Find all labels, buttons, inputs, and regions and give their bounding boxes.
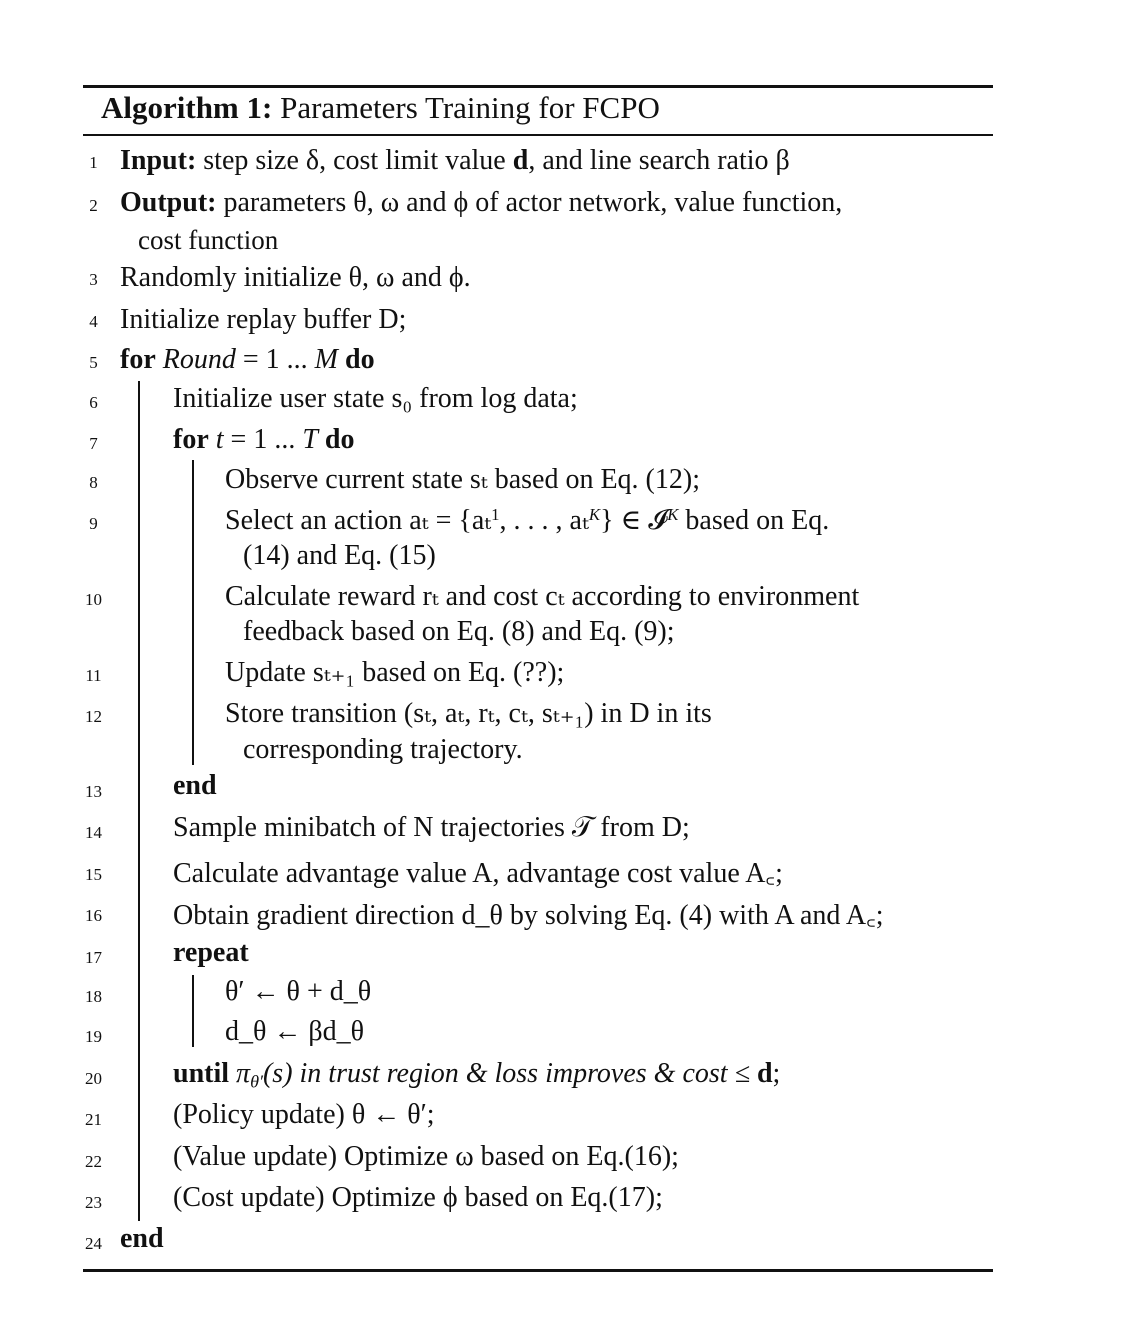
algorithm-name: Parameters Training for FCPO xyxy=(280,90,660,125)
line-number: 4 xyxy=(89,312,98,331)
until-condition: (s) in trust region & loss improves & cost ≤ xyxy=(262,1058,757,1089)
line-number: 17 xyxy=(85,948,102,967)
round-var: Round xyxy=(162,344,236,375)
line-number: 14 xyxy=(85,823,102,842)
line-init-buffer: Initialize replay buffer D; xyxy=(120,304,407,335)
t-var: t xyxy=(215,424,224,455)
line-observe-state: Observe current state sₜ based on Eq. (12); xyxy=(225,464,700,495)
line-update-state: Update sₜ₊₁ based on Eq. (??); xyxy=(225,657,565,688)
line-policy-update: (Policy update) θ ← θ′; xyxy=(173,1099,435,1130)
line-number: 2 xyxy=(89,196,98,215)
line-number: 24 xyxy=(85,1234,102,1253)
round-range: = 1 ... xyxy=(235,344,315,375)
line-end-for-t xyxy=(173,770,217,802)
line-sample-minibatch: Sample minibatch of N trajectories 𝒯 from D; xyxy=(173,812,690,843)
repeat-keyword: repeat xyxy=(173,937,249,968)
line-number: 5 xyxy=(89,353,98,372)
for-round-scope-bar xyxy=(138,381,140,1221)
line-random-init: Randomly initialize θ, ω and ϕ. xyxy=(120,262,471,293)
for-t-scope-bar xyxy=(192,460,194,765)
line-number: 7 xyxy=(89,434,98,453)
line-number: 1 xyxy=(89,153,98,172)
select-action-b: , . . . , aₜ xyxy=(499,505,589,536)
line-gradient-direction: Obtain gradient direction d_θ by solving Eq. (4) with A and A꜀; xyxy=(173,900,884,931)
line-select-action-cont: (14) and Eq. (15) xyxy=(243,540,436,571)
top-rule xyxy=(83,85,993,88)
input-text-a: step size δ, cost limit value xyxy=(196,145,513,176)
t-range: = 1 ... xyxy=(223,424,303,455)
line-number: 10 xyxy=(85,590,102,609)
round-max: M xyxy=(314,344,338,375)
line-for-round xyxy=(120,344,375,376)
algorithm-label: Algorithm 1: xyxy=(101,90,273,125)
t-max: T xyxy=(302,424,318,455)
line-calc-advantage: Calculate advantage value A, advantage cost value A꜀; xyxy=(173,858,783,889)
select-action-d: based on Eq. xyxy=(678,505,830,536)
line-number: 23 xyxy=(85,1193,102,1212)
line-number: 12 xyxy=(85,707,102,726)
line-store-transition: Store transition (sₜ, aₜ, rₜ, cₜ, sₜ₊₁) in D in its xyxy=(225,698,712,729)
line-number: 15 xyxy=(85,865,102,884)
line-number: 3 xyxy=(89,270,98,289)
repeat-scope-bar xyxy=(192,975,194,1047)
until-semicolon: ; xyxy=(772,1058,781,1089)
end-keyword: end xyxy=(120,1223,164,1254)
output-keyword: Output: xyxy=(120,187,217,218)
do-keyword: do xyxy=(317,424,355,455)
line-number: 9 xyxy=(89,514,98,533)
line-end-for-round xyxy=(120,1223,164,1255)
do-keyword: do xyxy=(338,344,375,375)
line-repeat xyxy=(173,937,249,969)
until-policy-sub: θ′ xyxy=(250,1071,263,1092)
until-keyword: until xyxy=(173,1058,230,1089)
line-number: 8 xyxy=(89,473,98,492)
line-output-cont: cost function xyxy=(138,225,279,255)
line-output xyxy=(120,187,842,219)
until-cost-limit: d xyxy=(756,1058,773,1089)
line-until xyxy=(173,1058,780,1092)
input-text-b: , and line search ratio β xyxy=(528,145,790,176)
line-number: 18 xyxy=(85,987,102,1006)
algorithm-title xyxy=(101,90,660,126)
line-theta-update: θ′ ← θ + d_θ xyxy=(225,976,372,1007)
cost-limit-symbol: d xyxy=(512,145,529,176)
bottom-rule xyxy=(83,1269,993,1272)
line-number: 20 xyxy=(85,1069,102,1088)
line-number: 19 xyxy=(85,1027,102,1046)
title-rule xyxy=(83,134,993,136)
line-input xyxy=(120,145,790,177)
line-step-shrink: d_θ ← βd_θ xyxy=(225,1016,365,1047)
line-number: 22 xyxy=(85,1152,102,1171)
line-number: 11 xyxy=(85,666,102,685)
line-calc-reward: Calculate reward rₜ and cost cₜ according to environment xyxy=(225,581,860,612)
line-number: 6 xyxy=(89,393,98,412)
select-action-a: Select an action aₜ = {aₜ xyxy=(225,505,492,536)
line-store-transition-cont: corresponding trajectory. xyxy=(243,734,523,765)
end-keyword: end xyxy=(173,770,217,801)
line-value-update: (Value update) Optimize ω based on Eq.(16); xyxy=(173,1141,679,1172)
line-for-t xyxy=(173,424,355,456)
input-keyword: Input: xyxy=(120,145,197,176)
line-cost-update: (Cost update) Optimize ϕ based on Eq.(17); xyxy=(173,1182,663,1213)
for-keyword: for xyxy=(173,424,209,455)
until-policy: π xyxy=(229,1058,251,1089)
line-calc-reward-cont: feedback based on Eq. (8) and Eq. (9); xyxy=(243,616,675,647)
line-number: 16 xyxy=(85,906,102,925)
select-action-c: } ∈ 𝓘 xyxy=(600,505,668,536)
line-init-user-state: Initialize user state s₀ from log data; xyxy=(173,383,578,414)
output-text: parameters θ, ω and ϕ of actor network, value function, xyxy=(216,187,843,218)
for-keyword: for xyxy=(120,344,156,375)
line-number: 21 xyxy=(85,1110,102,1129)
line-select-action: Select an action aₜ = {aₜ$^1$, . . . , aₜ$^K$} ∈ 𝓘$^K$ based on Eq. xyxy=(225,504,830,536)
line-number: 13 xyxy=(85,782,102,801)
